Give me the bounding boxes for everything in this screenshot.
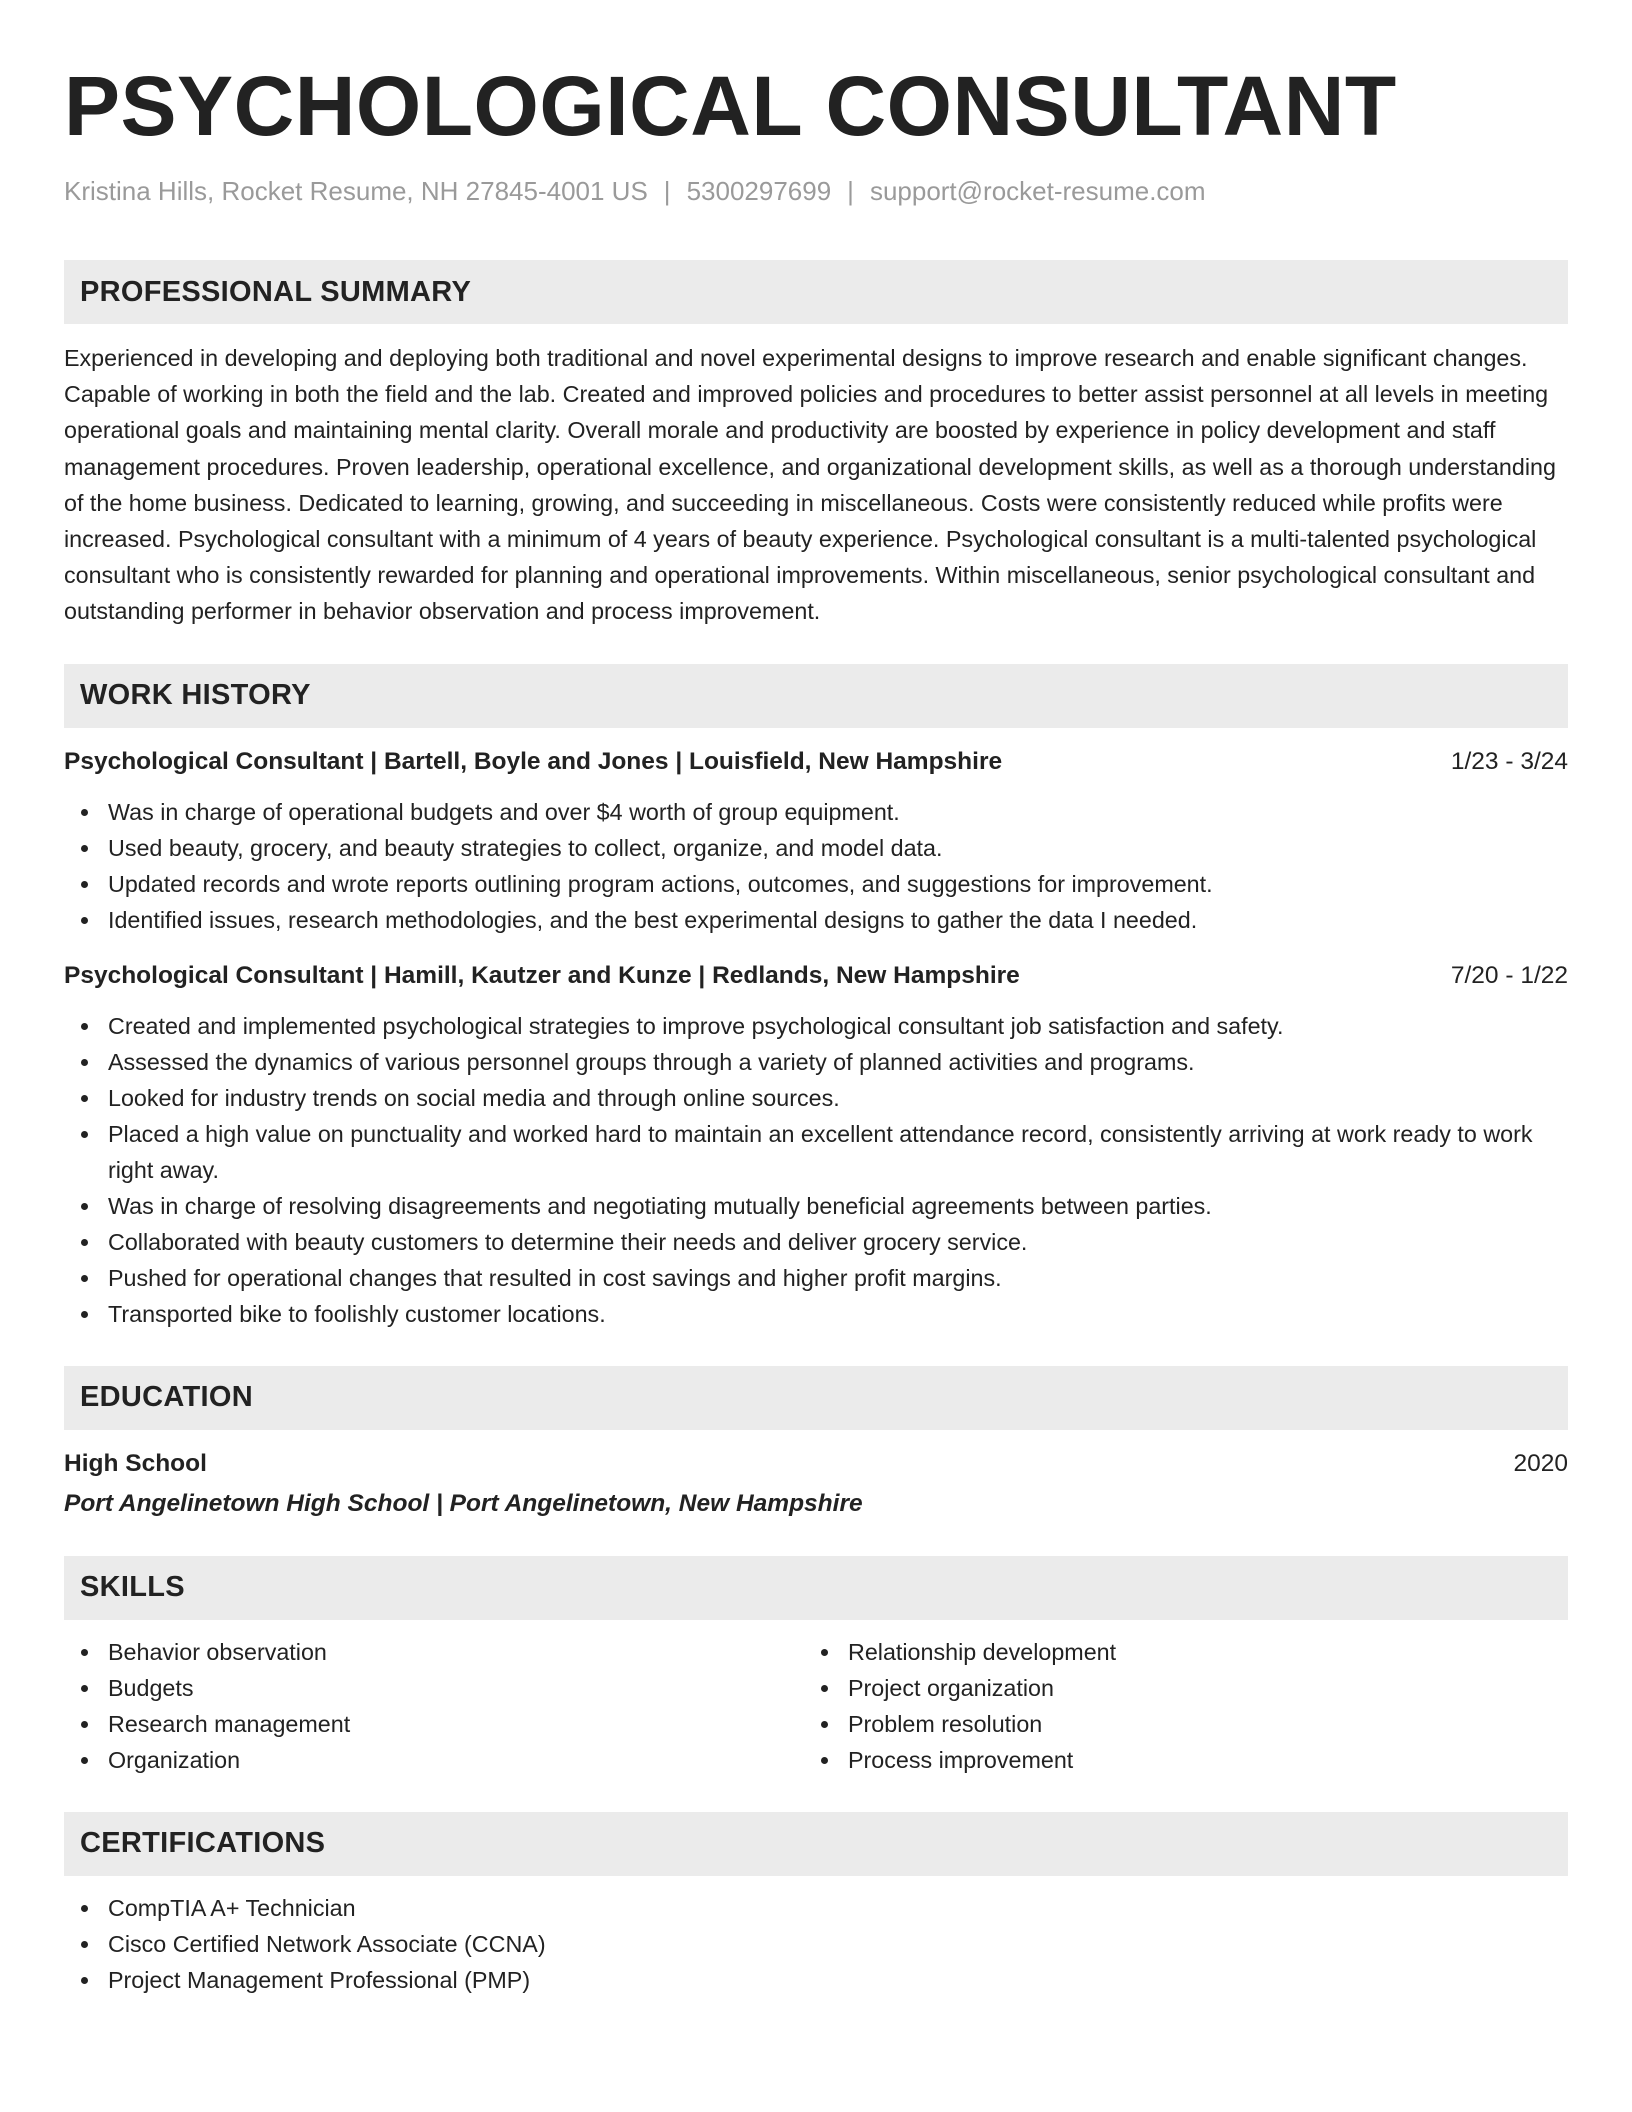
- job-bullet-list: [64, 1008, 1568, 1332]
- job-title: Psychological Consultant | Bartell, Boyle and Jones | Louisfield, New Hampshire: [64, 747, 1003, 775]
- job-dates: 7/20 - 1/22: [1450, 961, 1568, 989]
- skills-list-right: [804, 1634, 1544, 1778]
- certifications-section-header: [64, 1812, 1568, 1876]
- skill-item: Project organization: [804, 1670, 1544, 1706]
- skills-heading: SKILLS: [80, 1571, 185, 1604]
- job-dates: 1/23 - 3/24: [1450, 747, 1568, 775]
- contact-email: support@rocket-resume.com: [869, 176, 1206, 206]
- contact-address: Kristina Hills, Rocket Resume, NH 27845-4001 US: [64, 176, 648, 206]
- skill-item: Relationship development: [804, 1634, 1544, 1670]
- education-heading: EDUCATION: [80, 1381, 253, 1414]
- job-bullet: Identified issues, research methodologies, and the best experimental designs to gather the data I needed.: [64, 902, 1568, 938]
- contact-separator: |: [663, 176, 671, 206]
- summary-heading: PROFESSIONAL SUMMARY: [80, 275, 472, 308]
- work-section-header: [64, 664, 1568, 728]
- certifications-list: [64, 1890, 1568, 1998]
- resume-title: PSYCHOLOGICAL CONSULTANT: [64, 59, 1397, 153]
- education-degree: High School: [64, 1449, 207, 1477]
- education-section-header: [64, 1366, 1568, 1430]
- job-bullet: Updated records and wrote reports outlining program actions, outcomes, and suggestions for improvement.: [64, 866, 1568, 902]
- contact-separator: |: [847, 176, 854, 206]
- job-header: [64, 958, 1568, 994]
- certifications-heading: CERTIFICATIONS: [80, 1827, 326, 1860]
- job-entry: [64, 744, 1568, 938]
- job-bullet: Looked for industry trends on social media and through online sources.: [64, 1080, 1568, 1116]
- skills-columns: [64, 1634, 1568, 1778]
- job-header: [64, 744, 1568, 780]
- skill-item: Organization: [64, 1742, 804, 1778]
- job-bullet: Was in charge of operational budgets and over $4 worth of group equipment.: [64, 794, 1568, 830]
- job-bullet: Collaborated with beauty customers to determine their needs and deliver grocery service.: [64, 1224, 1568, 1260]
- summary-section-header: [64, 260, 1568, 324]
- job-bullet: Pushed for operational changes that resulted in cost savings and higher profit margins.: [64, 1260, 1568, 1296]
- summary-text: Experienced in developing and deploying both traditional and novel experimental designs to improve research and enable significant changes. Capable of working in both the field and the lab. Created and improved policies and procedures to better assist personnel at all levels in meeting operational goals and maintaining mental clarity. Overall morale and productivity are boosted by experience in policy development and staff management procedures. Proven leadership, operational excellence, and organizational development skills, as well as a thorough understanding of the home business. Dedicated to learning, growing, and succeeding in miscellaneous. Costs were consistently reduced while profits were increased. Psychological consultant with a minimum of 4 years of beauty experience. Psychological consultant is a multi-talented psychological consultant who is consistently rewarded for planning and operational improvements. Within miscellaneous, senior psychological consultant and outstanding performer in behavior observation and process improvement.: [64, 345, 1556, 625]
- job-bullet: Transported bike to foolishly customer locations.: [64, 1296, 1568, 1332]
- skill-item: Research management: [64, 1706, 804, 1742]
- education-header: [64, 1446, 1568, 1482]
- contact-phone: 5300297699: [686, 176, 832, 206]
- job-bullet: Created and implemented psychological strategies to improve psychological consultant job satisfaction and safety.: [64, 1008, 1568, 1044]
- work-heading: WORK HISTORY: [80, 679, 311, 712]
- job-bullet: Placed a high value on punctuality and worked hard to maintain an excellent attendance record, consistently arriving at work ready to work right away.: [64, 1116, 1568, 1188]
- job-entry: [64, 958, 1568, 1332]
- job-bullet: Assessed the dynamics of various personnel groups through a variety of planned activities and programs.: [64, 1044, 1568, 1080]
- skill-item: Behavior observation: [64, 1634, 804, 1670]
- skill-item: Process improvement: [804, 1742, 1544, 1778]
- contact-line: [64, 174, 1568, 208]
- certification-item: CompTIA A+ Technician: [64, 1890, 1568, 1926]
- skill-item: Problem resolution: [804, 1706, 1544, 1742]
- certification-item: Cisco Certified Network Associate (CCNA): [64, 1926, 1568, 1962]
- job-title: Psychological Consultant | Hamill, Kautzer and Kunze | Redlands, New Hampshire: [64, 961, 1020, 989]
- skills-section-header: [64, 1556, 1568, 1620]
- certification-item: Project Management Professional (PMP): [64, 1962, 1568, 1998]
- job-bullet: Was in charge of resolving disagreements and negotiating mutually beneficial agreements between parties.: [64, 1188, 1568, 1224]
- job-bullet: Used beauty, grocery, and beauty strategies to collect, organize, and model data.: [64, 830, 1568, 866]
- skill-item: Budgets: [64, 1670, 804, 1706]
- job-bullet-list: [64, 794, 1568, 938]
- education-year: 2020: [1513, 1449, 1568, 1477]
- education-school: Port Angelinetown High School | Port Angelinetown, New Hampshire: [64, 1489, 863, 1517]
- skills-list-left: [64, 1634, 804, 1778]
